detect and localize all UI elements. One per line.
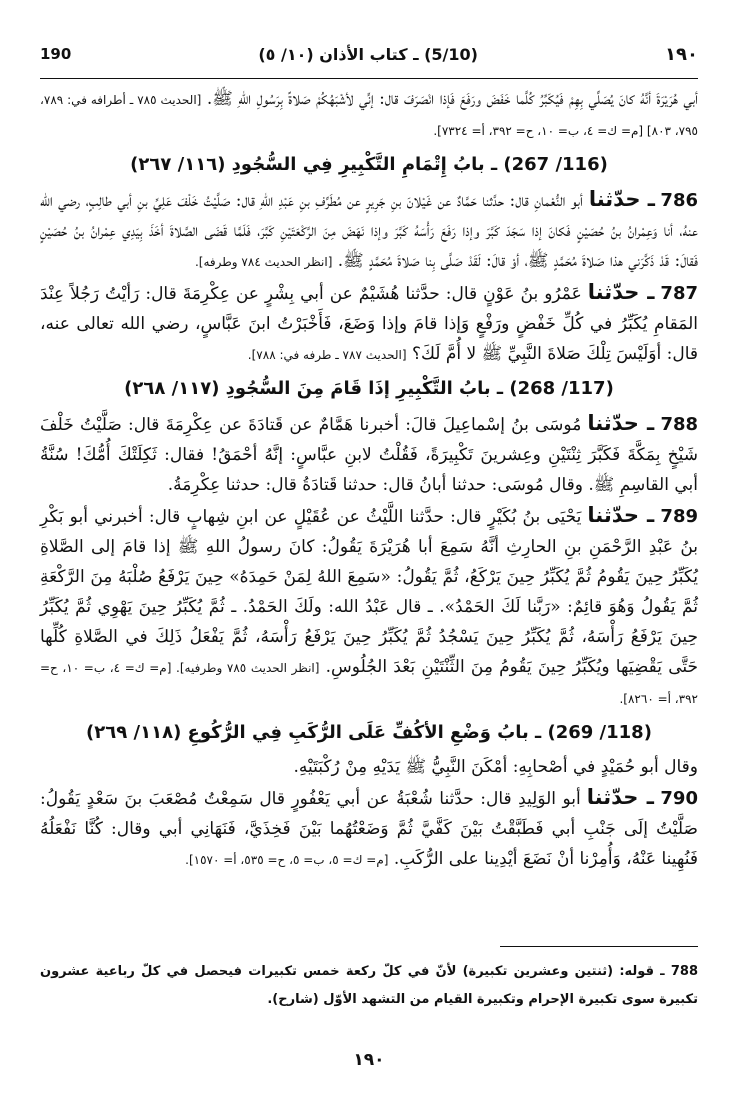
hadith-789: 789 ـ حدّثنايَحْيَى بنُ بُكَيْرٍ قال: حدَّثنا اللَّيْثُ عن عُقَيْلٍ عن ابنِ شِهابٍ قال: أخبرني أبو بَكْرِ بنُ عَبْدِ الرَّحْمَنِ بنِ الحارِثِ أنَّهُ سَمِعَ أبا هُرَيْرَةَ يَقُولُ: كانَ رسولُ اللهِ ﷺ إذا قامَ إلى الصَّلاةِ يُكَبِّرُ حِينَ يَقُومُ ثُمَّ يُكَبِّرُ حِينَ يَرْكَعُ، ثُمَّ يَقُولُ: «سَمِعَ اللهُ لِمَنْ حَمِدَهُ» حِينَ يَرْفَعُ صُلْبَهُ مِنَ الرَّكْعَةِ ثُمَّ يَقُولُ وَهُوَ قائِمٌ: «رَبَّنا لَكَ الحَمْدُ». ـ قال عَبْدُ الله: ولَكَ الحَمْدُ. ـ ثُمَّ يُكَبِّرُ حِينَ يَهْوِي ثُمَّ يُكَبِّرُ حِينَ يَرْفَعُ رَأْسَهُ، ثُمَّ يُكَبِّرُ حِينَ يَسْجُدُ ثُمَّ يُكَبِّرُ حِينَ يَرْفَعُ رَأْسَهُ، ثُمَّ يَفْعَلُ ذَلِكَ في الصَّلاةِ كُلِّها حَتَّى يَقْضِيَها ويُكَبِّرُ حِينَ يَقُومُ مِنَ الثِّنْتَيْنِ بَعْدَ الجُلُوسِ. [انظر الحديث ٧٨٥ وطرفيه]. [م= ك= ٤، ب= ١٠، ح= ٣٩٢، أ= ٨٢٦٠]. <box>40 503 699 706</box>
chapter-heading: (118/ 269) ـ بابُ وَضْعِ الأكُفِّ عَلَى الرُّكَبِ فِي الرُّكُوعِ (١١٨/ ٢٦٩) <box>86 722 652 743</box>
narration-note: وقال أبو حُمَيْدٍ في أصْحابِهِ: أمْكَنَ النَّبِيُّ ﷺ يَدَيْهِ مِنْ رُكْبَتَيْهِ. <box>293 757 698 777</box>
hadith-787: 787 ـ حدّثناعَمْرُو بنُ عَوْنٍ قال: حدَّثنا هُشَيْمٌ عن أبي بِشْرٍ عن عِكْرِمَةَ قال: رَأيْتُ رَجُلاً عِنْدَ المَقامِ يُكَبِّرُ في كُلِّ خَفْضٍ ورَفْعٍ وَإذا قامَ وإذا وَضَعَ، فَأَخْبَرْتُ ابنَ عَبَّاسٍ، رضي الله تعالى عنه، قال: أوَلَيْسَ تِلْكَ صَلاةَ النَّبِيِّ ﷺ لا أُمَّ لَكَ؟ [الحديث ٧٨٧ ـ طرفه في: ٧٨٨]. <box>40 280 698 364</box>
hadith-continuation: أبي هُرَيْرَةَ أنَّهُ كانَ يُصَلِّي بِهِمْ فَيُكَبِّرُ كُلَّما خَفَضَ ورَفَعَ فَإذا انْصَرَفَ قال: إنِّي لأشْبَهُكُمْ صَلاةً بِرَسُولِ اللهِ ﷺ. [الحديث ٧٨٥ ـ أطرافه في: ٧٨٩، ٧٩٥، ٨٠٣] [م= ك= ٤، ب= ١٠، ح= ٣٩٢، أ= ٧٣٢٤]. <box>40 89 698 138</box>
header-title: (5/10) ـ كتاب الأذان (١٠/ ٥) <box>258 44 478 64</box>
footnote: 788 ـ قوله: (ثنتين وعشرين تكبيرة) لأنّ في كلّ ركعة خمس تكبيرات فيحصل في كلّ رباعية عشرون تكبيرة سوى تكبيرة الإحرام وتكبيرة القيام من التشهد الأوّل (شارح). <box>40 964 698 1007</box>
header-rule <box>40 78 698 79</box>
hadith-786: 786 ـ حدّثناأبو النُّعْمانِ قال: حدَّثنا حَمَّادٌ عن غَيْلانَ بنِ جَرِيرٍ عن مُطَرِّفِ بنِ عَبْدِ اللهِ قال: صَلَّيْتُ خَلْفَ عَلِيِّ بنِ أبي طالِبٍ، رضي الله عنهُ، أنا وَعِمْرانُ بنُ حُصَيْنٍ فَكانَ إذا سَجَدَ كَبَّرَ وإذا رَفَعَ رَأْسَهُ كَبَّرَ وإذا نَهَضَ مِنَ الرَّكْعَتَيْنِ كَبَّرَ، فَلَمَّا قَضَى الصَّلاةَ أخَذَ بِيَدِي عِمْرانُ بنُ حُصَيْنٍ فَقالَ: قَدْ ذَكَّرَني هذا صَلاةَ مُحَمَّدٍ ﷺ، أوْ قالَ: لَقَدْ صَلَّى بِنا صَلاةَ مُحَمَّدٍ ﷺ. [انظر الحديث ٧٨٤ وطرفه]. <box>40 187 698 271</box>
running-header <box>40 34 698 74</box>
hadith-790: 790 ـ حدّثناأبو الوَلِيدِ قال: حدَّثنا شُعْبَةُ عن أبي يَعْفُورٍ قال سَمِعْتُ مُصْعَبَ بنَ سَعْدٍ يَقُولُ: صَلَّيْتُ إلَى جَنْبِ أبي فَطَبَّقْتُ بَيْنَ كَفَّيَّ ثُمَّ وَضَعْتُهُما بَيْنَ فَخِذَيَّ، فَنَهَانِي أبي وقال: كُنَّا نَفْعَلُهُ فَنُهِينا عَنْهُ، وَأُمِرْنا أنْ نَضَعَ أيْدِينا على الرُّكَبِ. [م= ك= ٥، ب= ٥، ح= ٥٣٥، أ= ١٥٧٠]. <box>40 785 698 869</box>
footer-page-number: ١٩٠ <box>353 1050 385 1070</box>
main-text <box>40 84 698 875</box>
chapter-heading: (117/ 268) ـ بابُ التَّكْبِيرِ إذَا قَامَ مِنَ السُّجُودِ (١١٧/ ٢٦٨) <box>124 378 614 399</box>
page-number-arabic: ١٩٠ <box>665 43 698 65</box>
hadith-788: 788 ـ حدّثنامُوسَى بنُ إسْماعِيلَ قالَ: أخبرنا هَمَّامٌ عن قَتادَةَ عن عِكْرِمَةَ قال: صَلَّيْتُ خَلْفَ شَيْخٍ بِمَكَّةَ فَكَبَّرَ ثِنْتَيْنِ وعِشرينَ تَكْبِيرَةً، فَقُلْتُ لابنِ عبَّاسٍ: إنَّهُ أحْمَقُ! فقال: ثَكِلَتْكَ أُمُّكَ! سُنَّةُ أبي القاسِمِ ﷺ. وقال مُوسَى: حدثنا أبانُ قال: حدثنا قَتادَةُ قال: حدثنا عِكْرِمَةُ. <box>40 411 699 495</box>
chapter-heading: (116/ 267) ـ بابُ إِتْمَامِ التَّكْبِيرِ فِي السُّجُودِ (١١٦/ ٢٦٧) <box>130 154 608 175</box>
footnote-rule <box>500 946 698 947</box>
page-number-latin: 190 <box>40 45 72 63</box>
